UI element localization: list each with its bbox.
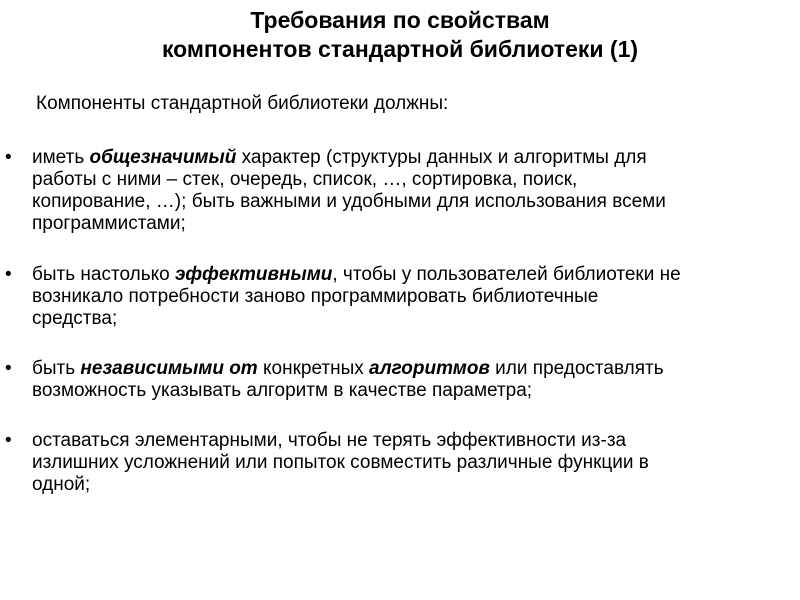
text-run: одной; xyxy=(32,474,91,495)
slide-title xyxy=(0,6,800,64)
intro-text: Компоненты стандартной библиотеки должны: xyxy=(36,93,449,114)
text-run: оставаться элементарными, чтобы не терять эффективности из-за xyxy=(32,430,627,451)
list-item-text xyxy=(32,358,792,402)
text-line xyxy=(32,358,792,380)
emphasis-text: алгоритмов xyxy=(369,358,490,379)
emphasis-text: общезначимый xyxy=(89,147,237,168)
text-run: конкретных xyxy=(257,358,370,379)
text-line xyxy=(32,474,792,496)
text-line xyxy=(32,286,792,308)
bullet-icon: • xyxy=(5,147,12,168)
text-line xyxy=(32,191,792,213)
text-run: работы с ними – стек, очередь, список, …, сортировка, поиск, xyxy=(32,169,578,190)
list-item-text xyxy=(32,264,792,330)
bullet-icon: • xyxy=(5,358,12,379)
text-run: средства; xyxy=(32,308,118,329)
text-run: иметь xyxy=(32,147,90,168)
text-run: характер (структуры данных и алгоритмы для xyxy=(236,147,647,168)
bullet-icon: • xyxy=(5,264,12,285)
list-item-text xyxy=(32,147,792,235)
text-line xyxy=(32,264,792,286)
bullet-icon: • xyxy=(5,430,12,451)
title-line-1: Требования по свойствам xyxy=(250,7,550,33)
text-line xyxy=(32,380,792,402)
text-run: программистами; xyxy=(32,213,186,234)
text-run: возникало потребности заново программировать библиотечные xyxy=(32,286,599,307)
text-run: излишних усложнений или попыток совместить различные функции в xyxy=(32,452,649,473)
text-line xyxy=(32,308,792,330)
title-line-2: компонентов стандартной библиотеки (1) xyxy=(161,36,639,62)
text-run: или предоставлять xyxy=(489,358,664,379)
emphasis-text: независимыми от xyxy=(80,358,258,379)
text-line xyxy=(32,430,792,452)
text-line xyxy=(32,147,792,169)
text-run: копирование, …); быть важными и удобными для использования всеми xyxy=(32,191,666,212)
emphasis-text: эффективными xyxy=(174,264,333,285)
list-item-text xyxy=(32,430,792,496)
text-line xyxy=(32,169,792,191)
text-run: возможность указывать алгоритм в качестве параметра; xyxy=(32,380,533,401)
text-run: быть настолько xyxy=(32,264,175,285)
text-line xyxy=(32,213,792,235)
text-line xyxy=(32,452,792,474)
text-run: быть xyxy=(32,358,81,379)
text-run: , чтобы у пользователей библиотеки не xyxy=(332,264,681,285)
